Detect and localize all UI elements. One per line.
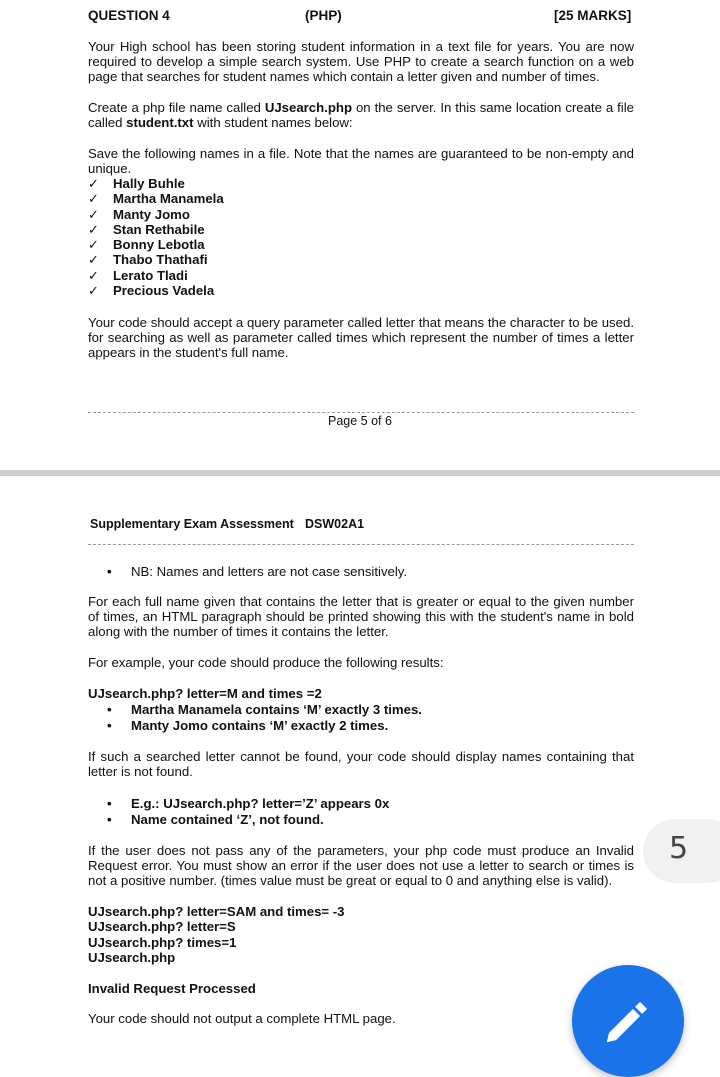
list-item: • Martha Manamela contains ‘M’ exactly 3 times.: [107, 702, 422, 717]
list-item: • E.g.: UJsearch.php? letter=’Z’ appears 0x: [107, 796, 390, 811]
check-icon: ✓: [88, 206, 100, 222]
invalid-query: UJsearch.php? letter=SAM and times= -3: [88, 904, 345, 919]
page-count-badge[interactable]: [643, 819, 720, 883]
list-item: ✓ Thabo Thathafi: [88, 252, 208, 268]
question-topic: (PHP): [305, 8, 342, 23]
bullet-icon: •: [107, 796, 112, 811]
list-item: ✓ Stan Rethabile: [88, 221, 205, 237]
question-number: QUESTION 4: [88, 8, 170, 23]
query-parameter-paragraph: Your code should accept a query parameter called letter that means the character to be used. for searching as well as parameter called times which represent the number of times a letter appears in the student's full name.: [88, 315, 634, 360]
pencil-icon: [572, 965, 684, 1077]
exam-title: Supplementary Exam Assessment: [90, 517, 294, 531]
invalid-message: Invalid Request Processed: [88, 981, 256, 996]
file-name-student: student.txt: [126, 115, 194, 130]
list-item: • NB: Names and letters are not case sensitively.: [107, 564, 408, 579]
list-item: ✓ Hally Buhle: [88, 176, 185, 191]
not-found-list: [88, 796, 634, 827]
list-item: ✓ Lerato Tladi: [88, 267, 188, 283]
example-intro: For example, your code should produce the following results:: [88, 655, 444, 670]
check-icon: ✓: [88, 191, 100, 207]
bullet-icon: •: [107, 702, 112, 717]
exam-code: DSW02A1: [305, 517, 365, 531]
list-item: • Manty Jomo contains ‘M’ exactly 2 times.: [107, 717, 389, 733]
not-found-paragraph: If such a searched letter cannot be found, your code should display names containing that letter is not found.: [88, 749, 634, 779]
list-item: ✓ Manty Jomo: [88, 206, 190, 222]
check-icon: ✓: [88, 283, 100, 299]
invalid-queries: [88, 904, 345, 965]
check-icon: ✓: [88, 237, 100, 253]
list-item: ✓ Bonny Lebotla: [88, 237, 205, 253]
bullet-icon: •: [107, 811, 112, 827]
example-results-list: [88, 702, 634, 733]
edit-button[interactable]: [572, 965, 684, 1077]
file-name-ujsearch: UJsearch.php: [264, 100, 353, 115]
intro-paragraph: Your High school has been storing student information in a text file for years. You are now required to develop a simple search system. Use PHP to create a search function on a web page that searches for student names which contain a letter given and number of times.: [88, 39, 634, 84]
check-icon: ✓: [88, 267, 100, 283]
list-item: ✓ Precious Vadela: [88, 283, 215, 299]
student-names-list: [88, 176, 388, 298]
page-separator: [0, 470, 720, 476]
html-paragraph-instructions: For each full name given that contains the letter that is greater or equal to the given number of times, an HTML paragraph should be printed showing this with the student's name in bold along with the number of times it contains the letter.: [88, 594, 634, 639]
question-marks: [25 MARKS]: [554, 8, 632, 23]
example-query: UJsearch.php? letter=M and times =2: [88, 686, 322, 701]
invalid-query: UJsearch.php: [88, 949, 176, 965]
invalid-query: UJsearch.php? times=1: [88, 934, 237, 950]
invalid-request-paragraph: If the user does not pass any of the parameters, your php code must produce an Invalid Request error. You must show an error if the user does not use a letter to search or times is not a positive number. (times value must be great or equal to 0 and anything else is valid).: [88, 843, 634, 888]
check-icon: ✓: [88, 176, 100, 191]
invalid-query: UJsearch.php? letter=S: [88, 919, 236, 935]
header-divider: [88, 544, 634, 545]
footer-divider: [88, 412, 634, 413]
page-number: Page 5 of 6: [328, 414, 392, 428]
check-icon: ✓: [88, 252, 100, 268]
page-count-label: 5: [669, 831, 689, 866]
bullet-icon: •: [107, 564, 112, 579]
list-item: • Name contained ‘Z’, not found.: [107, 811, 324, 827]
list-item: ✓ Martha Manamela: [88, 191, 224, 207]
create-file-paragraph: Create a php file name called UJsearch.php on the server. In this same location create a file called student.txt with student names below:: [88, 100, 634, 130]
check-icon: ✓: [88, 221, 100, 237]
bullet-icon: •: [107, 717, 112, 733]
no-html-page-note: Your code should not output a complete HTML page.: [88, 1011, 396, 1026]
nb-list: [88, 564, 634, 580]
save-names-paragraph: Save the following names in a file. Note that the names are guaranteed to be non-empty and unique.: [88, 146, 634, 176]
